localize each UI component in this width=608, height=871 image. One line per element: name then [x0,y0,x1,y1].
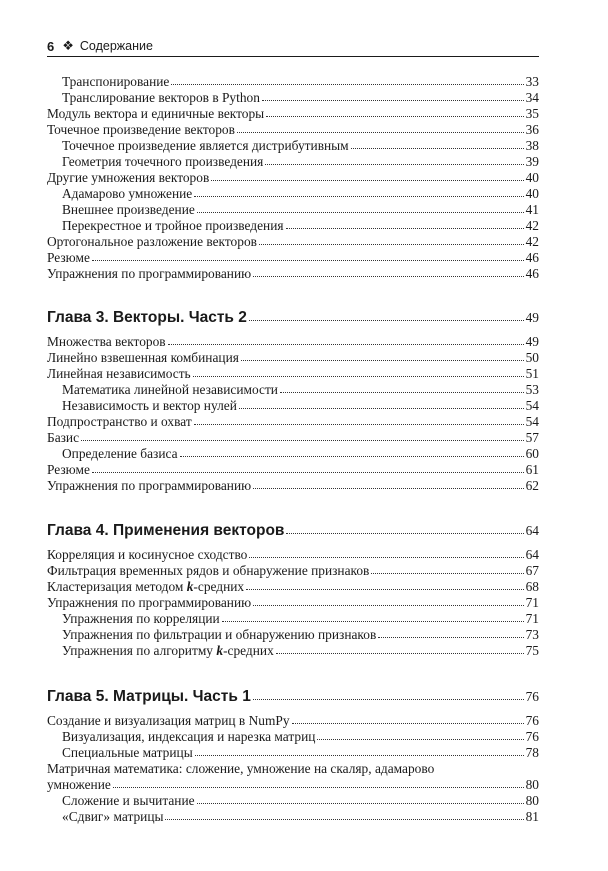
ornament-icon: ❖ [62,38,74,53]
toc-entry[interactable]: Визуализация, индексация и нарезка матриц 76 [62,729,539,744]
dot-leader [280,390,524,393]
toc-entry[interactable]: Независимость и вектор нулей 54 [62,398,539,413]
toc-entry[interactable]: Базис 57 [47,430,539,445]
dot-leader [351,146,524,149]
toc-entry[interactable]: Точечное произведение векторов 36 [47,122,539,137]
toc-entry[interactable]: Транслирование векторов в Python 34 [62,90,539,105]
toc-entry[interactable]: Адамарово умножение 40 [62,186,539,201]
dot-leader [276,651,524,654]
toc-entry[interactable]: Корреляция и косинусное сходство 64 [47,547,539,562]
dot-leader [253,697,524,700]
toc-entry[interactable]: Резюме 46 [47,250,539,265]
dot-leader [249,318,524,321]
dot-leader [259,242,524,245]
toc-entry[interactable]: Точечное произведение является дистрибутивным 38 [62,138,539,153]
dot-leader [81,438,524,441]
dot-leader [197,801,524,804]
dot-leader [253,274,523,277]
dot-leader [286,226,524,229]
dot-leader [195,753,524,756]
dot-leader [241,358,524,361]
toc-entry[interactable]: Внешнее произведение 41 [62,202,539,217]
dot-leader [246,587,523,590]
toc-entry[interactable]: Упражнения по программированию 62 [47,478,539,493]
toc-entry[interactable]: Упражнения по корреляции 71 [62,611,539,626]
dot-leader [286,531,523,534]
toc-chapter-entry[interactable]: Глава 5. Матрицы. Часть 1 76 [47,688,539,705]
toc-entry[interactable]: Подпространство и охват 54 [47,414,539,429]
toc-entry[interactable]: Упражнения по программированию 46 [47,266,539,281]
dot-leader [222,619,524,622]
dot-leader [197,210,524,213]
toc-entry[interactable]: Упражнения по программированию 71 [47,595,539,610]
dot-leader [194,194,523,197]
dot-leader [194,422,524,425]
dot-leader [239,406,524,409]
toc-entry[interactable]: Упражнения по алгоритму k-средних 75 [62,643,539,658]
dot-leader [317,737,523,740]
toc-entry[interactable]: Кластеризация методом k-средних 68 [47,579,539,594]
dot-leader [168,342,524,345]
toc-entry[interactable]: Транспонирование 33 [62,74,539,89]
toc-entry[interactable]: Создание и визуализация матриц в NumPy 76 [47,713,539,728]
toc-entry[interactable]: Резюме 61 [47,462,539,477]
dot-leader [92,258,524,261]
toc-entry[interactable]: умножение 80 [47,777,539,792]
toc-entry[interactable]: Фильтрация временных рядов и обнаружение признаков 67 [47,563,539,578]
page-number: 6 [47,38,55,54]
toc-entry[interactable]: Перекрестное и тройное произведения 42 [62,218,539,233]
toc-entry[interactable]: Другие умножения векторов 40 [47,170,539,185]
toc-entry-line1[interactable]: Матричная математика: сложение, умножение на скаляр, адамарово [47,761,435,776]
toc-entry[interactable]: Специальные матрицы 78 [62,745,539,760]
dot-leader [171,82,523,85]
dot-leader [193,374,524,377]
dot-leader [292,721,524,724]
header-rule [47,56,539,57]
toc-entry[interactable]: Математика линейной независимости 53 [62,382,539,397]
dot-leader [371,571,523,574]
dot-leader [113,785,524,788]
dot-leader [165,817,523,820]
dot-leader [253,603,523,606]
toc-entry[interactable]: «Сдвиг» матрицы 81 [62,809,539,824]
running-header [47,38,539,54]
toc-entry[interactable]: Линейно взвешенная комбинация 50 [47,350,539,365]
toc-chapter-entry[interactable]: Глава 4. Применения векторов 64 [47,522,539,539]
dot-leader [237,130,524,133]
toc-entry[interactable]: Геометрия точечного произведения 39 [62,154,539,169]
toc-entry[interactable]: Ортогональное разложение векторов 42 [47,234,539,249]
dot-leader [262,98,524,101]
dot-leader [265,162,523,165]
running-title: Содержание [79,39,153,53]
dot-leader [180,454,524,457]
toc-chapter-entry[interactable]: Глава 3. Векторы. Часть 2 49 [47,309,539,326]
toc-entry[interactable]: Линейная независимость 51 [47,366,539,381]
toc-entry[interactable]: Модуль вектора и единичные векторы 35 [47,106,539,121]
dot-leader [266,114,523,117]
toc-entry[interactable]: Упражнения по фильтрации и обнаружению признаков 73 [62,627,539,642]
dot-leader [378,635,523,638]
dot-leader [249,555,523,558]
toc-entry[interactable]: Сложение и вычитание 80 [62,793,539,808]
toc-entry[interactable]: Множества векторов 49 [47,334,539,349]
dot-leader [253,486,523,489]
dot-leader [211,178,523,181]
toc-entry[interactable]: Определение базиса 60 [62,446,539,461]
dot-leader [92,470,524,473]
